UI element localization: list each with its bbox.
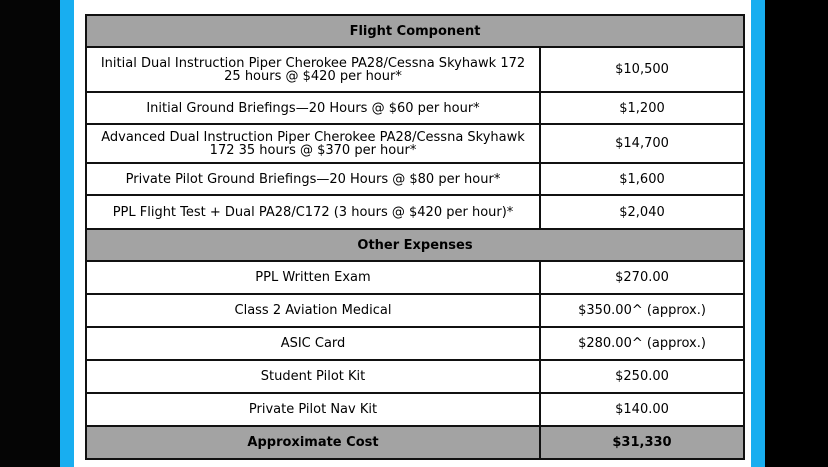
row-description: Class 2 Aviation Medical <box>86 294 540 327</box>
table-row <box>86 393 744 426</box>
right-dark-margin <box>765 0 828 467</box>
row-description: Initial Ground Briefings—20 Hours @ $60 per hour* <box>86 92 540 124</box>
row-value: $270.00 <box>540 261 744 294</box>
table-row <box>86 360 744 393</box>
left-accent-bar <box>60 0 74 467</box>
table-row <box>86 261 744 294</box>
row-value: $2,040 <box>540 195 744 229</box>
left-dark-margin <box>0 0 60 467</box>
table-row <box>86 92 744 124</box>
flight-component-header-row <box>86 15 744 47</box>
total-value: $31,330 <box>540 426 744 459</box>
table-row <box>86 327 744 360</box>
row-value: $140.00 <box>540 393 744 426</box>
table-row <box>86 195 744 229</box>
row-value: $10,500 <box>540 47 744 92</box>
table-row <box>86 47 744 92</box>
row-description: PPL Flight Test + Dual PA28/C172 (3 hours @ $420 per hour)* <box>86 195 540 229</box>
table-row <box>86 163 744 195</box>
other-expenses-heading: Other Expenses <box>86 229 744 261</box>
row-description: Student Pilot Kit <box>86 360 540 393</box>
row-value: $280.00^ (approx.) <box>540 327 744 360</box>
table-row <box>86 294 744 327</box>
description-line: Initial Dual Instruction Piper Cherokee PA28/Cessna Skyhawk 172 <box>100 55 526 71</box>
other-expenses-header-row <box>86 229 744 261</box>
row-description: Private Pilot Ground Briefings—20 Hours @ $80 per hour* <box>86 163 540 195</box>
total-row <box>86 426 744 459</box>
row-value: $250.00 <box>540 360 744 393</box>
row-value: $1,200 <box>540 92 744 124</box>
right-accent-bar <box>751 0 765 467</box>
flight-component-heading: Flight Component <box>86 15 744 47</box>
row-value: $1,600 <box>540 163 744 195</box>
total-label: Approximate Cost <box>86 426 540 459</box>
row-description <box>86 47 540 92</box>
description-line: Advanced Dual Instruction Piper Cherokee PA28/Cessna Skyhawk <box>101 129 525 145</box>
row-value: $350.00^ (approx.) <box>540 294 744 327</box>
description-line: 172 35 hours @ $370 per hour* <box>209 142 417 158</box>
row-description <box>86 124 540 163</box>
row-value: $14,700 <box>540 124 744 163</box>
row-description: PPL Written Exam <box>86 261 540 294</box>
flight-training-cost-table <box>85 14 745 460</box>
description-line: 25 hours @ $420 per hour* <box>224 68 402 84</box>
row-description: ASIC Card <box>86 327 540 360</box>
table-row <box>86 124 744 163</box>
row-description: Private Pilot Nav Kit <box>86 393 540 426</box>
